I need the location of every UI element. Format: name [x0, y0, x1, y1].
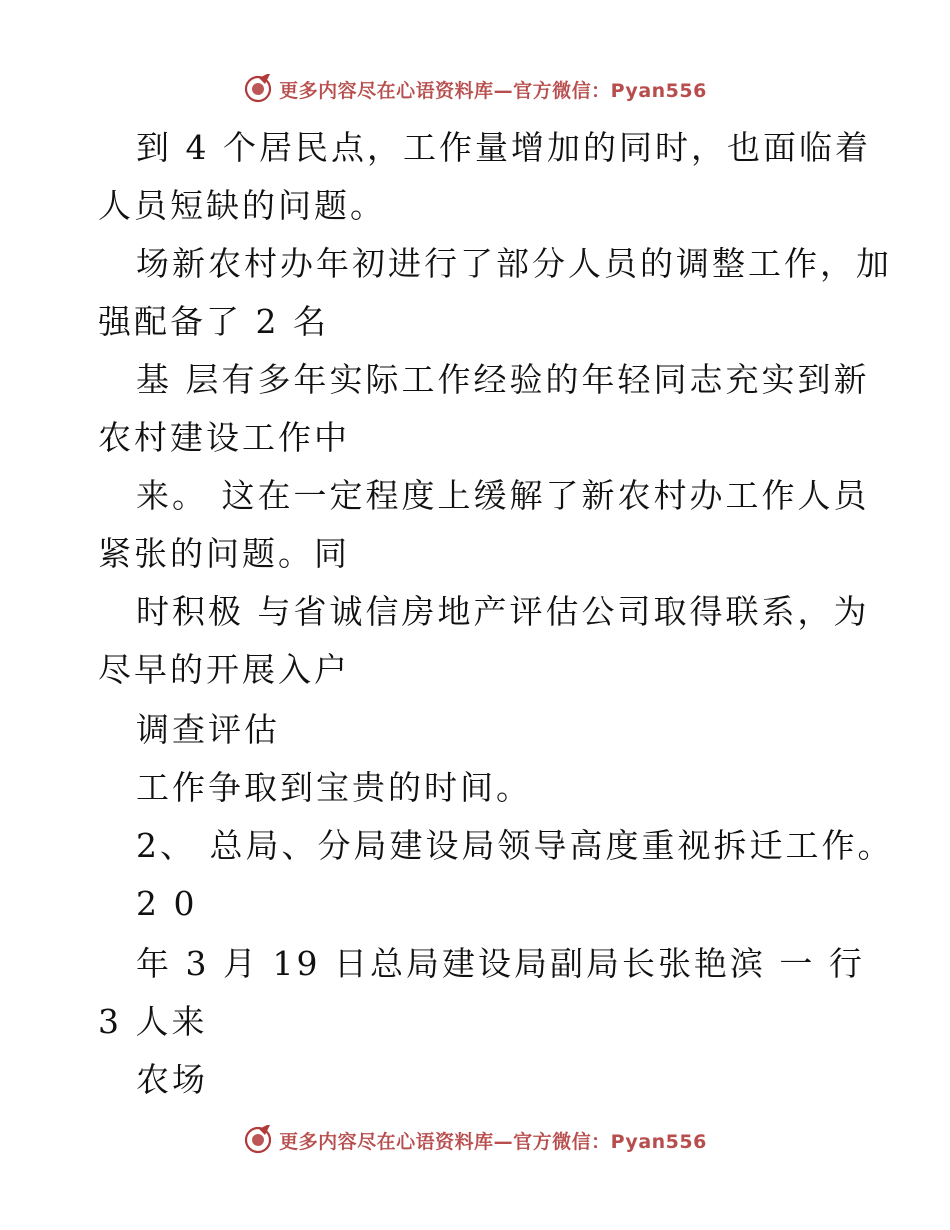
text-line: 年 3 月 19 日总局建设局副局长张艳滨 一 行	[136, 944, 865, 983]
text-line: 2、 总局、分局建设局领导高度重视拆迁工作。	[136, 826, 894, 865]
text-line: 农村建设工作中	[98, 418, 350, 457]
text-line: 农场	[136, 1060, 208, 1099]
text-line: 场新农村办年初进行了部分人员的调整工作，加	[136, 244, 892, 283]
text-line: 到 4 个居民点，工作量增加的同时，也面临着	[136, 128, 871, 167]
text-line: 工作争取到宝贵的时间。	[136, 768, 532, 807]
pen-logo-icon	[243, 1125, 273, 1155]
watermark-text: 更多内容尽在心语资料库—官方微信：Pyan556	[279, 1130, 707, 1153]
watermark-text: 更多内容尽在心语资料库—官方微信：Pyan556	[279, 79, 707, 102]
text-line: 基 层有多年实际工作经验的年轻同志充实到新	[136, 360, 870, 399]
text-line: 调查评估	[136, 710, 280, 749]
text-line: 时积极 与省诚信房地产评估公司取得联系，为	[136, 592, 870, 631]
footer-watermark	[0, 1123, 950, 1157]
text-line: 尽早的开展入户	[98, 650, 350, 689]
text-line: 3 人来	[98, 1002, 208, 1041]
text-line: 来。 这在一定程度上缓解了新农村办工作人员	[136, 476, 870, 515]
text-line: 强配备了 2 名	[98, 302, 329, 341]
text-line: 2 0	[136, 884, 198, 923]
text-line: 紧张的问题。同	[98, 534, 350, 573]
text-line: 人员短缺的问题。	[98, 186, 386, 225]
